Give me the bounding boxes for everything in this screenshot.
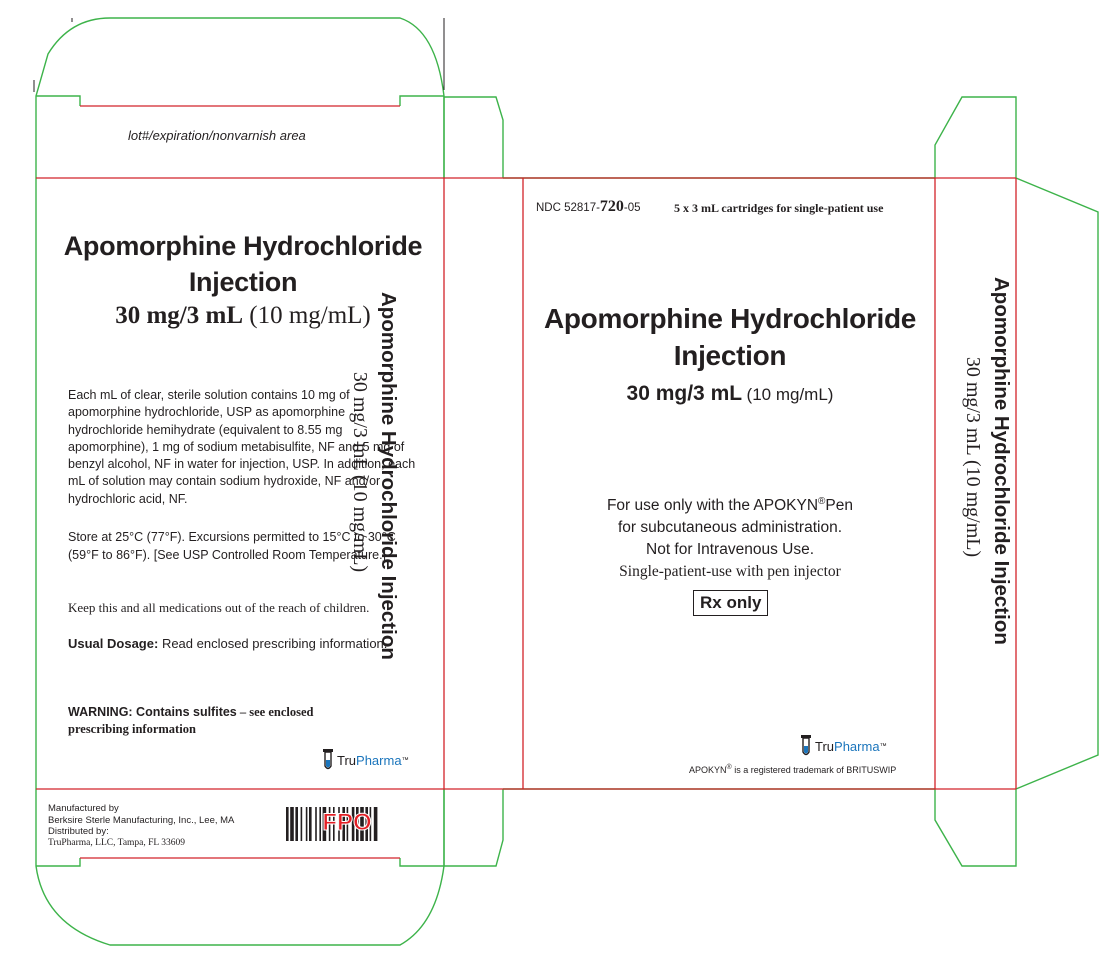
back-title xyxy=(44,228,442,300)
side-left-title: Apomorphine Hydrochloride Injection xyxy=(377,292,400,660)
back-strength-bold: 30 mg/3 mL xyxy=(115,302,243,329)
brand-pharma: Pharma xyxy=(834,738,880,754)
distributed-by-label: Distributed by: xyxy=(48,826,109,837)
side-right-strength: 30 mg/3 mL (10 mg/mL) xyxy=(962,356,984,558)
usage-line1-pre: For use only with the APOKYN xyxy=(606,497,819,515)
back-keep-away: Keep this and all medications out of the reach of children. xyxy=(68,600,370,615)
trupharma-logo-back xyxy=(322,748,409,772)
front-title-line2: Injection xyxy=(673,340,787,371)
side-left-strength: 30 mg/3 mL (10 mg/mL) xyxy=(349,371,371,573)
manufactured-by-label: Manufactured by xyxy=(48,803,119,814)
trademark-rest: is a registered trademark of BRITUSWIP xyxy=(731,765,897,775)
brand-tm: ™ xyxy=(879,742,887,750)
vial-icon xyxy=(800,735,812,757)
front-title-line1: Apomorphine Hydrochloride xyxy=(543,303,917,334)
front-title xyxy=(528,300,932,374)
top-dust-flap-right-outline xyxy=(935,97,1016,178)
ndc-prefix: NDC 52817- xyxy=(536,202,600,214)
glue-flap-outline xyxy=(1016,178,1098,789)
bottom-dust-flap-right-outline xyxy=(935,789,1016,866)
ndc-suffix: -05 xyxy=(623,202,641,214)
brand-tm: ™ xyxy=(401,756,409,764)
usage-line1 xyxy=(528,491,932,517)
barcode-placeholder xyxy=(286,807,408,841)
usage-line1-reg: ® xyxy=(818,496,826,507)
fpo-label: FPO xyxy=(322,809,372,836)
front-strength xyxy=(528,382,932,406)
side-panel-left xyxy=(324,292,402,660)
warning-bold: WARNING: Contains sulfites xyxy=(68,705,237,719)
usage-line1-post: Pen xyxy=(825,497,854,515)
top-dust-flap-left-outline xyxy=(444,97,503,178)
usage-line4: Single-patient-use with pen injector xyxy=(619,563,841,581)
usual-dosage-label: Usual Dosage: xyxy=(68,636,159,651)
distributor-name: TruPharma, LLC, Tampa, FL 33609 xyxy=(48,837,185,848)
trademark-notice xyxy=(689,764,896,775)
lot-expiration-area: lot#/expiration/nonvarnish area xyxy=(128,128,306,143)
usage-line2: for subcutaneous administration. xyxy=(617,519,843,537)
top-tuck-flap-outline xyxy=(36,18,444,178)
trademark-brand: APOKYN xyxy=(689,765,727,775)
back-strength-conc: (10 mg/mL) xyxy=(249,302,371,329)
top-tuck-notches xyxy=(36,96,444,106)
brand-tru: Tru xyxy=(337,752,357,768)
front-panel-edge-lines xyxy=(503,178,935,789)
warning-rest: – see enclosed prescribing information xyxy=(68,705,314,736)
rx-only-box xyxy=(693,590,768,616)
back-composition: Each mL of clear, sterile solution contains 10 mg of apomorphine hydrochloride, USP as apomorphine hydrochloride hemihydrate (equivalent to 8.55 mg apomorphine), 1 mg of sodium metabisulfite, NF and 5 mg of benzyl alcohol, NF in water for injection, USP. In addition, each mL of solution may contain sodium hydroxide, NF and/or hydrochloric acid, NF. xyxy=(68,388,416,506)
bottom-dust-flap-left-outline xyxy=(444,789,503,866)
front-strength-conc: (10 mg/mL) xyxy=(746,385,834,404)
brand-tru: Tru xyxy=(815,738,835,754)
trupharma-logo-front xyxy=(800,734,887,758)
ndc-code xyxy=(536,198,641,216)
side-panel-right xyxy=(937,277,1015,645)
bottom-tuck-notches xyxy=(36,858,444,866)
vial-icon xyxy=(322,749,334,771)
side-right-title: Apomorphine Hydrochloride Injection xyxy=(990,277,1013,645)
manufacturer-name: Berksire Sterle Manufacturing, Inc., Lee, MA xyxy=(48,814,235,826)
front-strength-bold: 30 mg/3 mL xyxy=(626,382,743,405)
brand-pharma: Pharma xyxy=(356,752,402,768)
pack-count: 5 x 3 mL cartridges for single-patient use xyxy=(674,201,884,215)
usual-dosage-text: Read enclosed prescribing information. xyxy=(161,636,388,651)
ndc-product: 720 xyxy=(599,198,624,215)
front-usage xyxy=(528,491,932,583)
back-title-line2: Injection xyxy=(188,267,298,297)
usage-line3: Not for Intravenous Use. xyxy=(646,541,814,559)
back-storage: Store at 25°C (77°F). Excursions permitted to 15°C to 30°C (59°F to 86°F). [See USP Controlled Room Temperature.] xyxy=(68,530,396,562)
trademark-reg: ® xyxy=(726,764,732,771)
back-title-line1: Apomorphine Hydrochloride xyxy=(63,231,423,261)
back-warning xyxy=(68,704,330,737)
rx-only-label: Rx only xyxy=(693,590,768,616)
manufacturer-info xyxy=(48,803,234,849)
